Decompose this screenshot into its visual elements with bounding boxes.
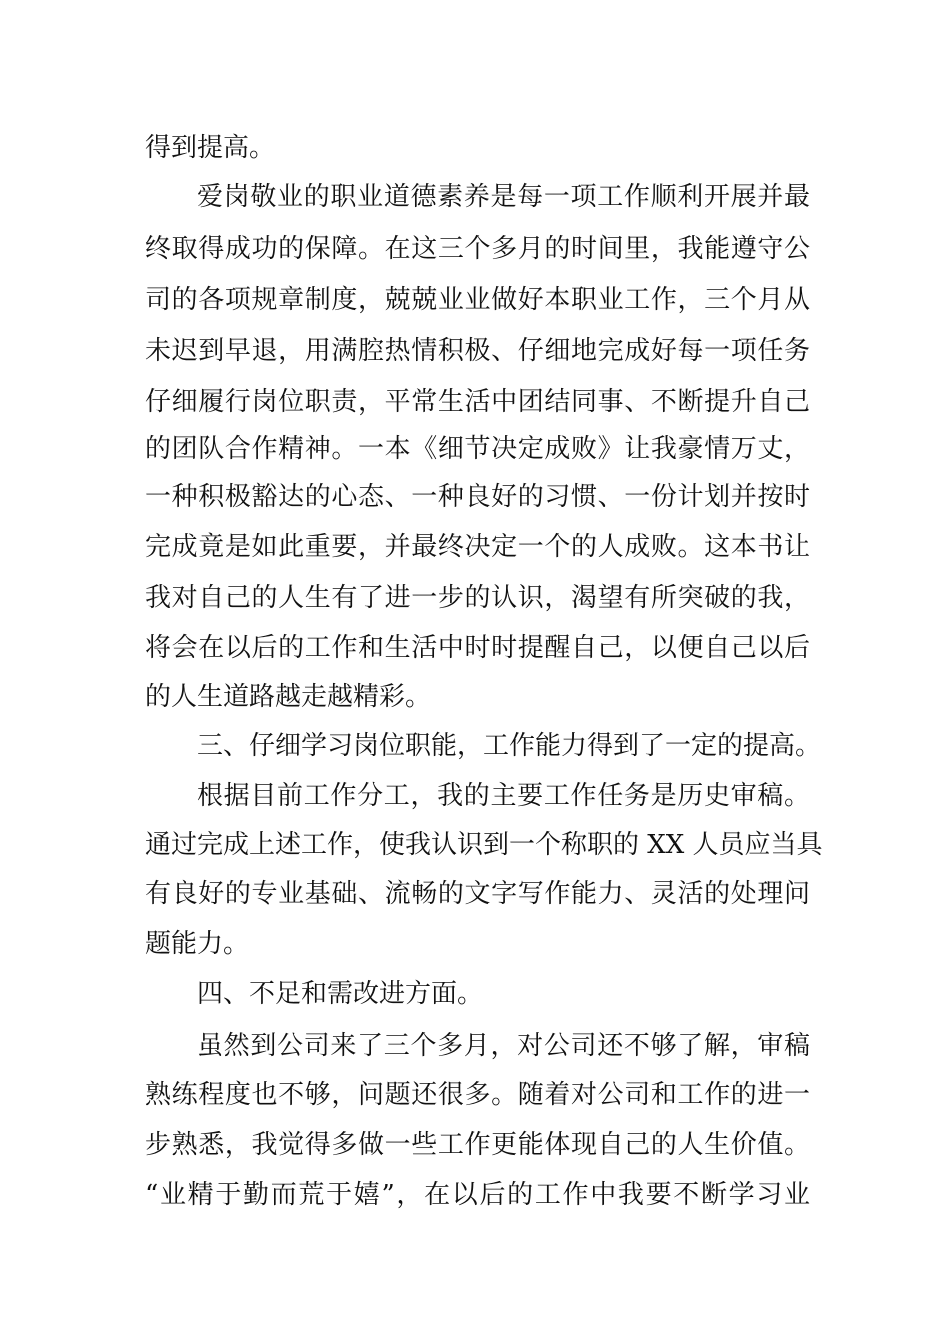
- text-line: 将会在以后的工作和生活中时时提醒自己，以便自己以后: [145, 633, 810, 663]
- text-line: 一种积极豁达的心态、一种良好的习惯、一份计划并按时: [145, 482, 810, 512]
- text-line: 未迟到早退，用满腔热情积极、仔细地完成好每一项任务: [145, 336, 810, 366]
- text-line: 通过完成上述工作，使我认识到一个称职的 XX 人员应当具: [145, 830, 823, 860]
- text-line: 熟练程度也不够，问题还很多。随着对公司和工作的进一: [145, 1080, 810, 1110]
- text-line: “业精于勤而荒于嬉”，在以后的工作中我要不断学习业: [145, 1180, 810, 1210]
- text-line: 得到提高。: [145, 133, 276, 163]
- text-line: 有良好的专业基础、流畅的文字写作能力、灵活的处理问: [145, 879, 810, 909]
- text-line: 步熟悉，我觉得多做一些工作更能体现自己的人生价值。: [145, 1130, 810, 1160]
- text-line: 仔细履行岗位职责，平常生活中团结同事、不断提升自己: [145, 387, 810, 417]
- text-line: 虽然到公司来了三个多月，对公司还不够了解，审稿: [197, 1031, 810, 1061]
- text-line: 根据目前工作分工，我的主要工作任务是历史审稿。: [197, 781, 810, 811]
- text-line: 题能力。: [145, 929, 250, 959]
- text-line: 的团队合作精神。一本《细节决定成败》让我豪情万丈，: [145, 434, 810, 464]
- text-line: 终取得成功的保障。在这三个多月的时间里，我能遵守公: [145, 234, 810, 264]
- text-line: 我对自己的人生有了进一步的认识，渴望有所突破的我，: [145, 583, 810, 613]
- text-line: 爱岗敬业的职业道德素养是每一项工作顺利开展并最: [197, 182, 810, 212]
- text-line: 完成竟是如此重要，并最终决定一个的人成败。这本书让: [145, 532, 810, 562]
- text-line: 司的各项规章制度，兢兢业业做好本职业工作，三个月从: [145, 285, 810, 315]
- section-heading: 四、不足和需改进方面。: [197, 979, 484, 1009]
- text-line: 的人生道路越走越精彩。: [145, 682, 432, 712]
- section-heading: 三、仔细学习岗位职能，工作能力得到了一定的提高。: [197, 731, 822, 761]
